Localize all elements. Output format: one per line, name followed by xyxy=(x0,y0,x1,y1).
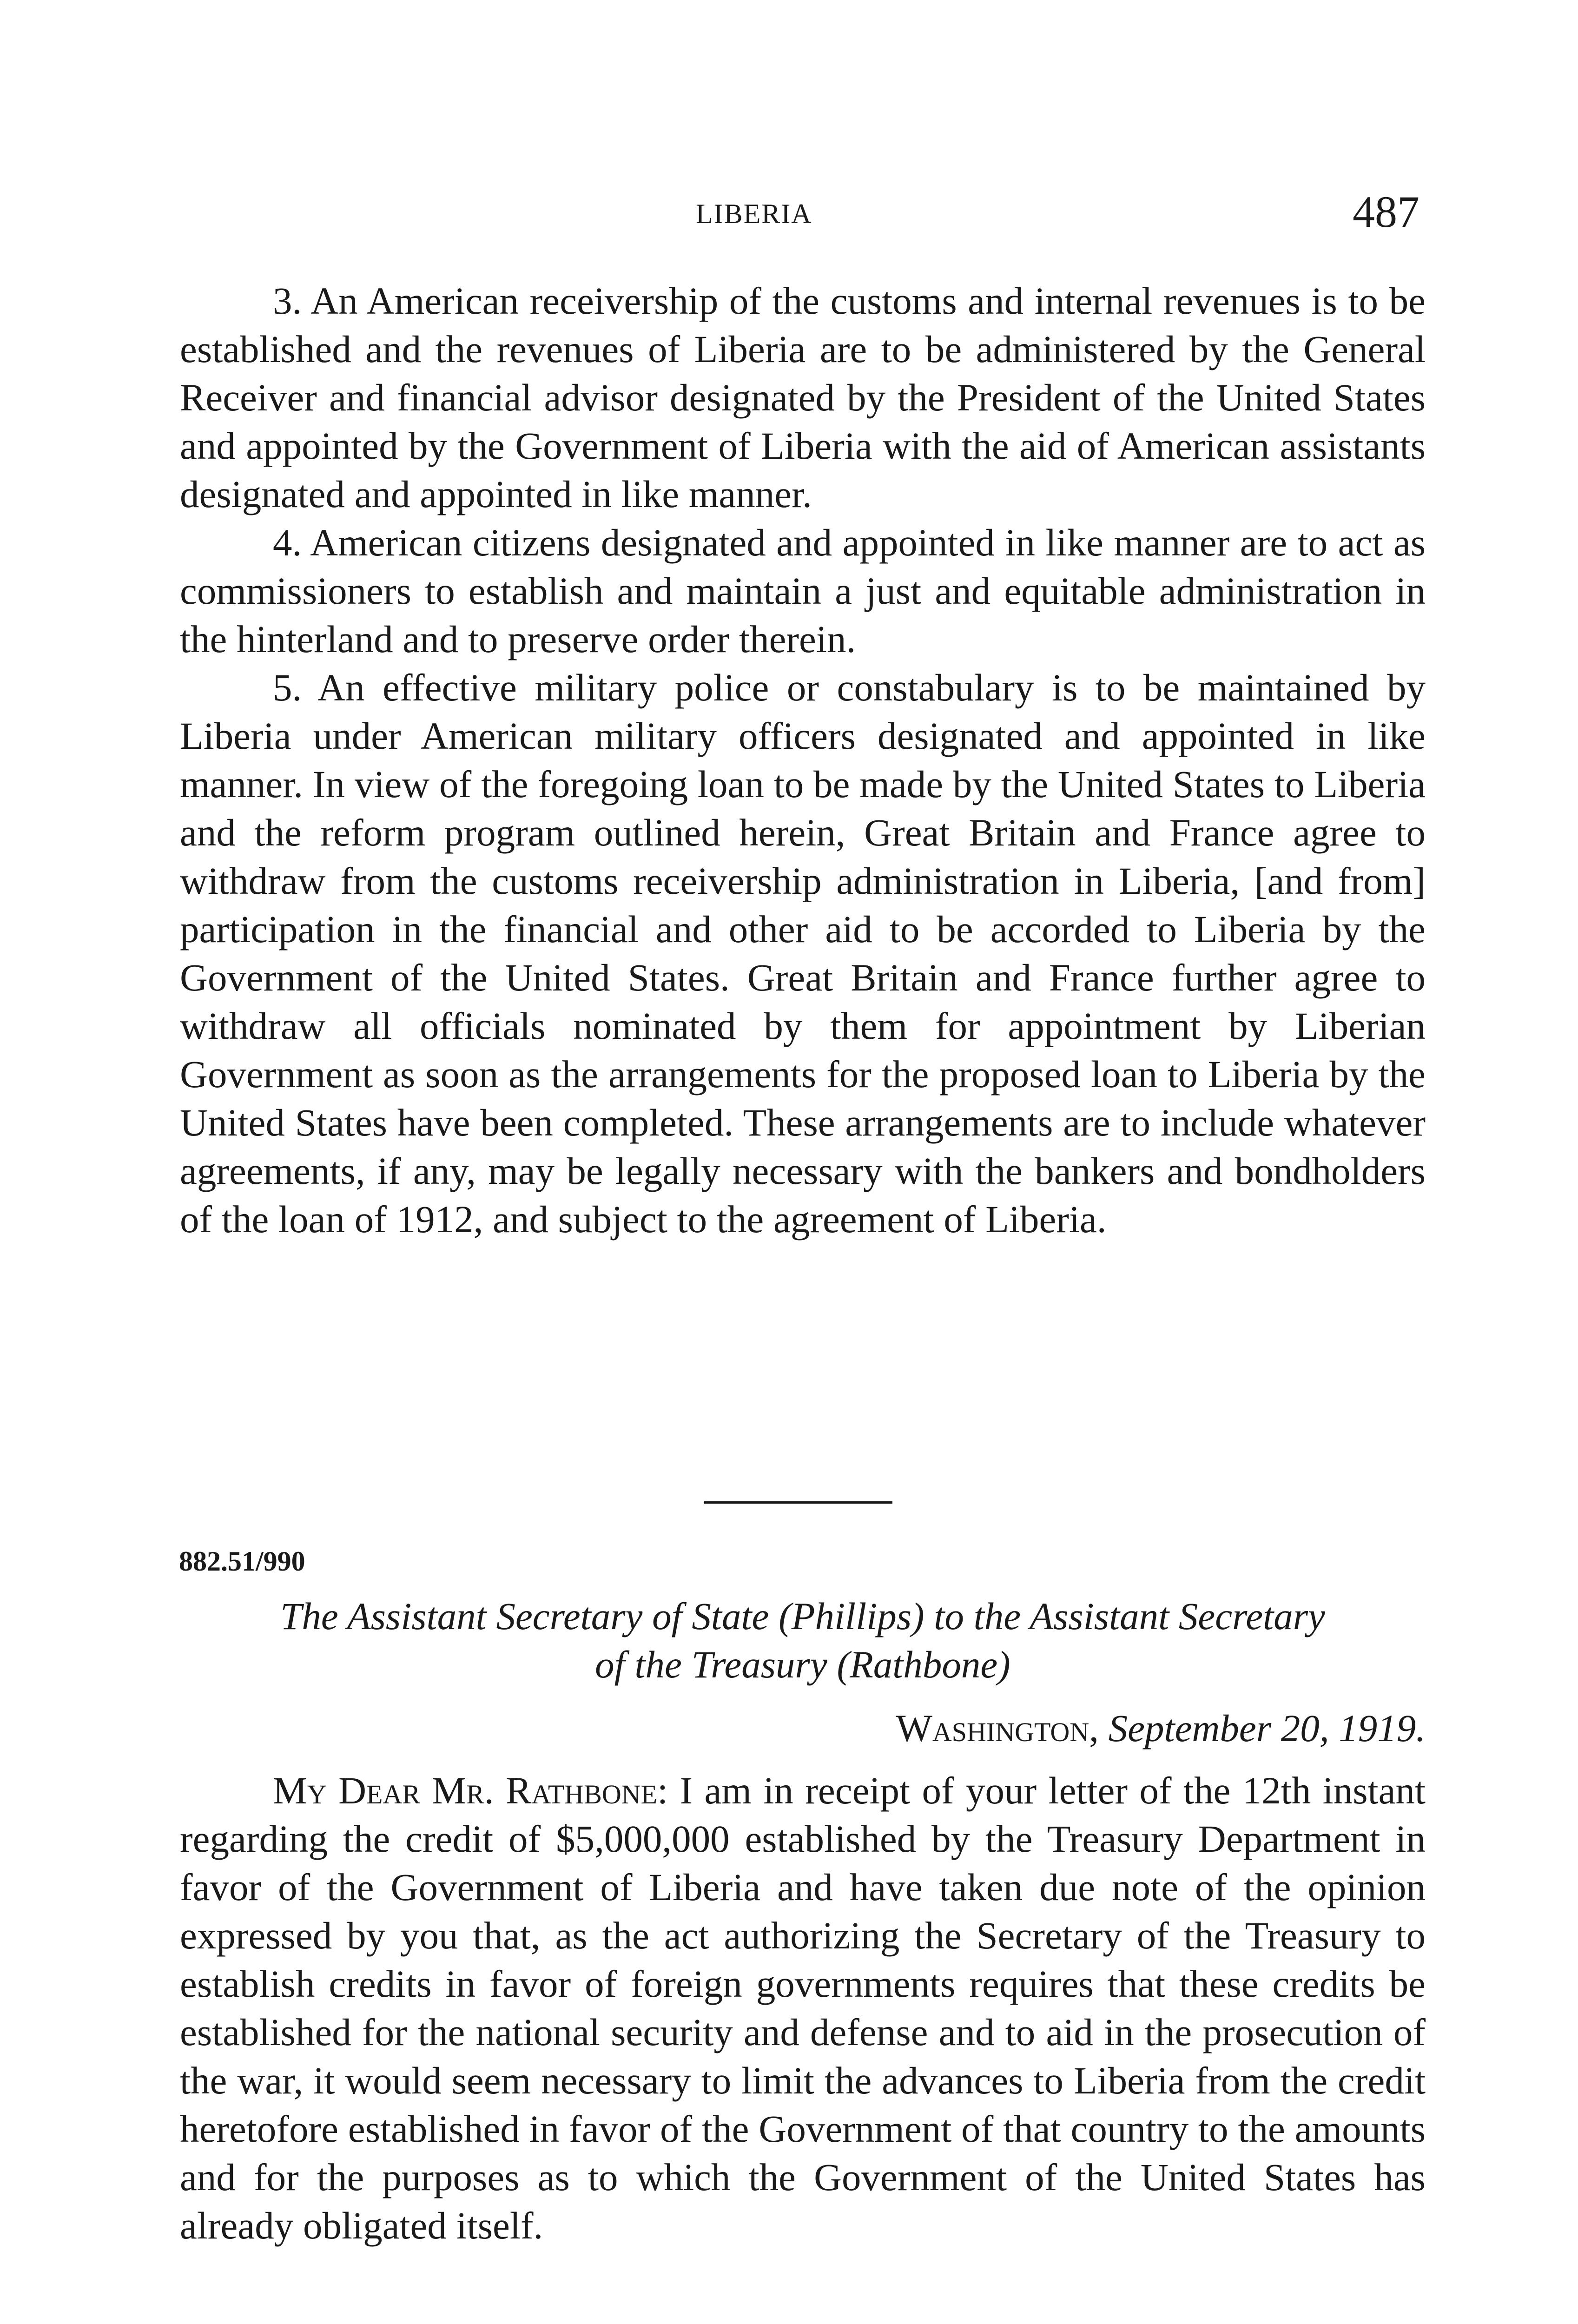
letter-paragraph xyxy=(180,1766,1426,2250)
salutation: My Dear Mr. Rathbone: xyxy=(273,1769,668,1812)
item-paragraph-5: 5. An effective military police or constabulary is to be maintained by Liberia under American military officers designated and appointed in like manner. In view of the foregoing loan to be made by the United States to Liberia and the reform program outlined herein, Great Britain and France agree to withdraw from the customs receivership administration in Liberia, [and from] participation in the financial and other aid to be accorded to Liberia by the Government of the United States. Great Britain and France further agree to withdraw all officials nominated by them for appointment by Liberian Government as soon as the arrangements for the proposed loan to Liberia by the United States have been completed. These arrangements are to include whatever agreements, if any, may be legally necessary with the bankers and bondholders of the loan of 1912, and subject to the agreement of Liberia. xyxy=(180,666,1426,1241)
item-paragraph-3: 3. An American receivership of the customs and internal revenues is to be established and the revenues of Liberia are to be administered by the General Receiver and financial advisor designated by the President of the United States and appointed by the Government of Liberia with the aid of American assistants designated and appointed in like manner. xyxy=(180,279,1426,515)
numbered-items xyxy=(180,277,1426,1243)
item-paragraph-4: 4. American citizens designated and appointed in like manner are to act as commissioners to establish and maintain a just and equitable administration in the hinterland and to preserve order therein. xyxy=(180,521,1426,660)
running-title: LIBERIA xyxy=(696,198,812,229)
dateline-date: September 20, 1919. xyxy=(1108,1707,1426,1750)
letter-text: I am in receipt of your letter of the 12th instant regarding the credit of $5,000,000 established by the Treasury Department in favor of the Government of Liberia and have taken due note of the opinion expressed by you that, as the act authorizing the Secretary of the Treasury to establish credits in favor of foreign governments requires that these credits be established for the national security and defense and to aid in the prosecution of the war, it would seem necessary to limit the advances to Liberia from the credit heretofore established in favor of the Government of that country to the amounts and for the purposes as to which the Government of the United States has already obligated itself. xyxy=(180,1769,1426,2247)
dateline-place: Washington, xyxy=(896,1707,1099,1750)
file-number: 882.51/990 xyxy=(179,1546,305,1577)
letter-body xyxy=(180,1766,1426,2250)
page-number: 487 xyxy=(1353,187,1420,237)
letter-heading: The Assistant Secretary of State (Phillips) to the Assistant Secretary of the Treasury (Rathbone) xyxy=(280,1595,1325,1686)
dateline xyxy=(896,1706,1426,1750)
section-divider xyxy=(704,1501,892,1504)
